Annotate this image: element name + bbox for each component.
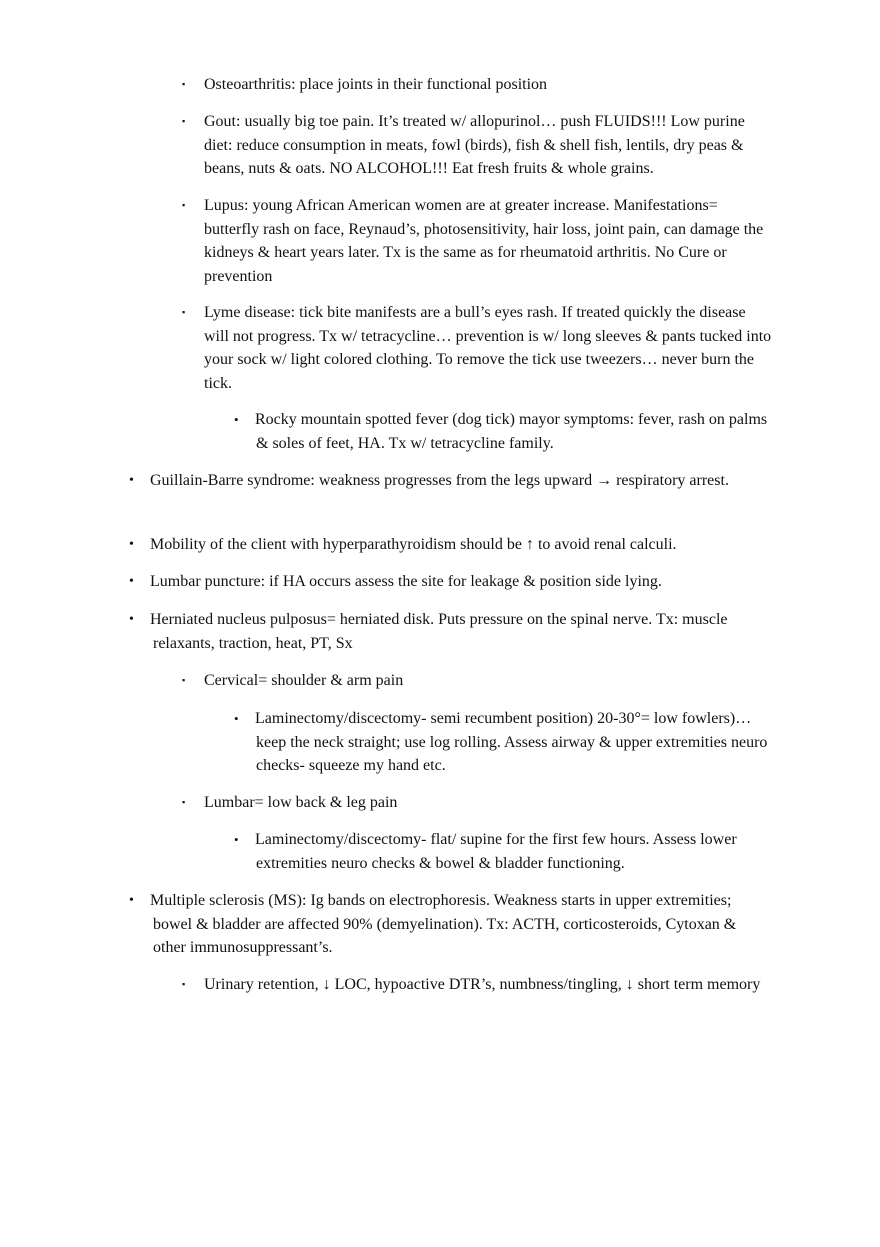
list-item-text: Mobility of the client with hyperparathyroidism should be ↑ to avoid renal calculi. bbox=[150, 536, 677, 553]
list-item-text: Rocky mountain spotted fever (dog tick) mayor symptoms: fever, rash on palms & soles of feet, HA. Tx w/ tetracycline family. bbox=[255, 411, 768, 452]
round-bullet-icon: • bbox=[129, 537, 134, 552]
list-item-text: Cervical= shoulder & arm pain bbox=[204, 672, 404, 689]
list-item-text: Osteoarthritis: place joints in their functional position bbox=[204, 76, 548, 93]
list-item-text: Laminectomy/discectomy- flat/ supine for the first few hours. Assess lower extremities neuro checks & bowel & bladder functioning. bbox=[255, 831, 737, 872]
list-item-cervical-laminectomy bbox=[234, 707, 770, 778]
list-item-text: Lumbar= low back & leg pain bbox=[204, 794, 398, 811]
square-bullet-icon: ▪ bbox=[182, 79, 186, 89]
list-item-hyperparathyroidism bbox=[129, 533, 740, 557]
round-bullet-icon: • bbox=[129, 473, 134, 488]
list-item-text: Urinary retention, ↓ LOC, hypoactive DTR’s, numbness/tingling, ↓ short term memory bbox=[204, 976, 761, 993]
round-bullet-icon: • bbox=[129, 612, 134, 627]
list-item-text: Herniated nucleus pulposus= herniated disk. Puts pressure on the spinal nerve. Tx: muscle relaxants, traction, heat, PT, Sx bbox=[150, 611, 728, 652]
list-item-text: Lumbar puncture: if HA occurs assess the site for leakage & position side lying. bbox=[150, 573, 662, 590]
square-bullet-icon: ▪ bbox=[182, 675, 186, 685]
list-item-text: Laminectomy/discectomy- semi recumbent position) 20-30°= low fowlers)… keep the neck straight; use log rolling. Assess airway & upper extremities neuro checks- squeeze my hand etc. bbox=[255, 710, 768, 774]
list-item-text: Gout: usually big toe pain. It’s treated w/ allopurinol… push FLUIDS!!! Low purine diet: reduce consumption in meats, fowl (birds), fish & shell fish, lentils, dry peas & beans, nuts & oats. NO ALCOHOL!!! Eat fresh fruits & whole grains. bbox=[204, 113, 745, 177]
list-item-lumbar-puncture bbox=[129, 570, 740, 594]
round-bullet-icon: • bbox=[129, 574, 134, 589]
list-item-text: Guillain-Barre syndrome: weakness progresses from the legs upward → respiratory arrest. bbox=[150, 472, 729, 489]
list-item-gout bbox=[182, 110, 774, 181]
square-bullet-icon: ▪ bbox=[182, 200, 186, 210]
square-bullet-icon: ▪ bbox=[182, 116, 186, 126]
list-item-cervical bbox=[182, 669, 774, 693]
list-item-lumbar-laminectomy bbox=[234, 828, 770, 875]
list-item-herniated-disk bbox=[129, 608, 740, 655]
round-bullet-icon: • bbox=[234, 711, 239, 726]
list-item-lupus bbox=[182, 194, 774, 288]
list-item-lumbar bbox=[182, 791, 774, 815]
list-item-lyme-disease bbox=[182, 301, 774, 395]
square-bullet-icon: ▪ bbox=[182, 307, 186, 317]
square-bullet-icon: ▪ bbox=[182, 979, 186, 989]
list-item-text: Multiple sclerosis (MS): Ig bands on electrophoresis. Weakness starts in upper extremities; bowel & bladder are affected 90% (demyelination). Tx: ACTH, corticosteroids, Cytoxan & other immunosuppressant’s. bbox=[150, 892, 737, 956]
round-bullet-icon: • bbox=[234, 832, 239, 847]
round-bullet-icon: • bbox=[129, 893, 134, 908]
list-item-multiple-sclerosis bbox=[129, 889, 740, 960]
list-item-rocky-mountain-fever bbox=[234, 408, 770, 455]
round-bullet-icon: • bbox=[234, 412, 239, 427]
list-item-osteoarthritis bbox=[182, 73, 774, 97]
square-bullet-icon: ▪ bbox=[182, 797, 186, 807]
list-item-guillain-barre bbox=[129, 469, 740, 493]
list-item-ms-symptoms bbox=[182, 973, 774, 997]
list-item-text: Lupus: young African American women are at greater increase. Manifestations= butterfly rash on face, Reynaud’s, photosensitivity, hair loss, joint pain, can damage the kidneys & heart years later. Tx is the same as for rheumatoid arthritis. No Cure or prevention bbox=[204, 197, 764, 285]
list-item-text: Lyme disease: tick bite manifests are a bull’s eyes rash. If treated quickly the disease will not progress. Tx w/ tetracycline… prevention is w/ long sleeves & pants tucked into your sock w/ light colored clothing. To remove the tick use tweezers… never burn the tick. bbox=[204, 304, 772, 392]
